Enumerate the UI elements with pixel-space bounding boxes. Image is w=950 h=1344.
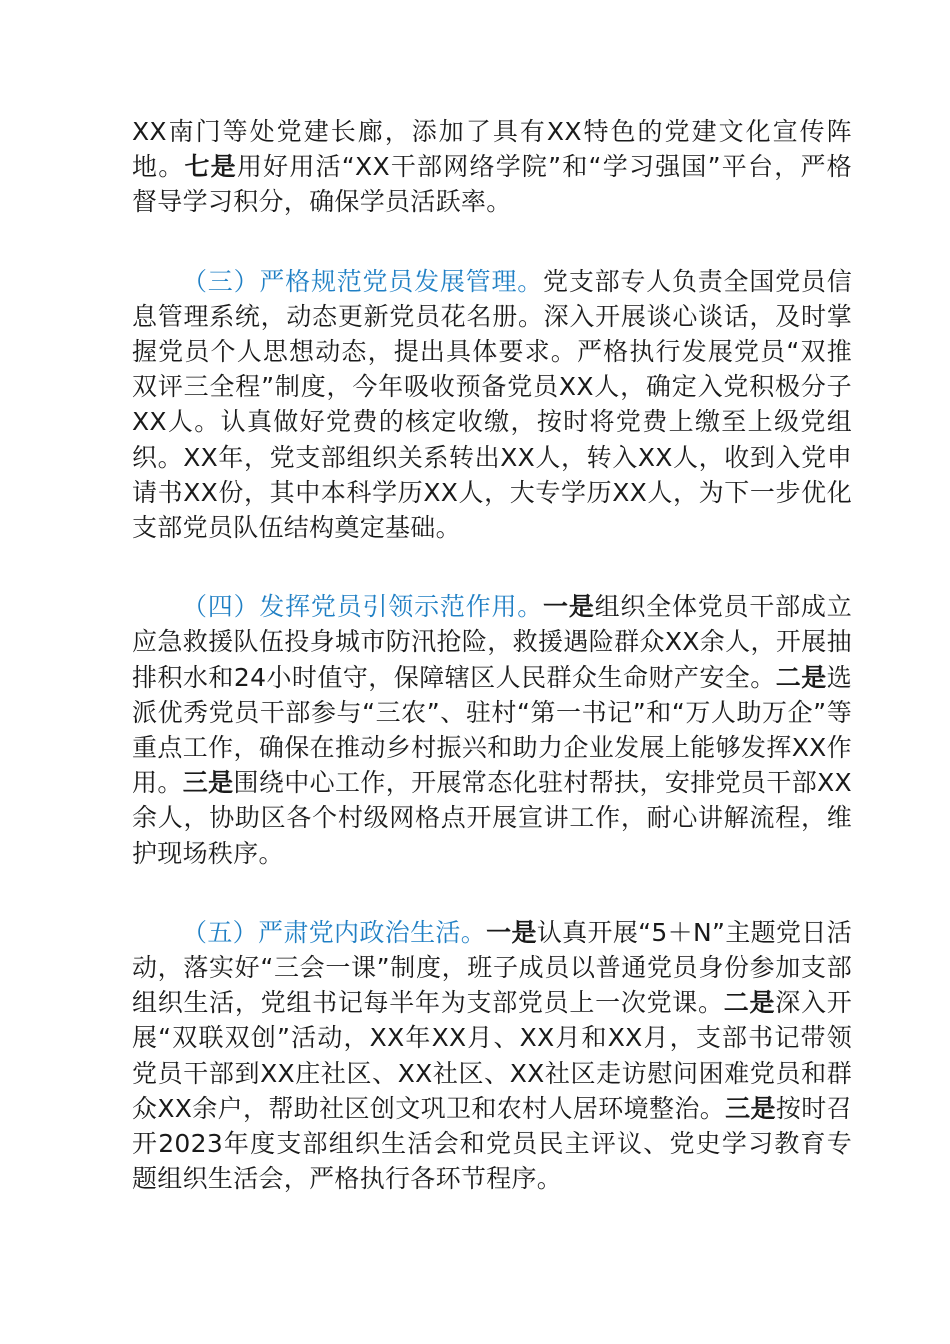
document-page (132, 114, 852, 1196)
paragraph-gap (132, 545, 852, 589)
bold-lead: 二是 (775, 662, 827, 692)
section-heading: （五）严肃党内政治生活。 (182, 917, 487, 947)
paragraph-text: XX南门等处党建长廊，添加了具有XX特色的党建文化宣传阵地。 (132, 117, 852, 182)
section-three-paragraph (132, 264, 852, 546)
section-heading: （三）严格规范党员发展管理。 (182, 266, 544, 296)
paragraph-text: 选派优秀党员干部参与“三农”、驻村“第一书记”和“万人助万企”等重点工作，确保在推动乡村振兴和助力企业发展上能够发挥XX作用。 (132, 662, 852, 798)
bold-lead: 三是 (725, 1093, 776, 1123)
bold-lead: 一是 (543, 592, 595, 622)
section-four-paragraph (132, 589, 852, 871)
bold-lead: 一是 (486, 917, 537, 947)
paragraph-text: 党支部专人负责全国党员信息管理系统，动态更新党员花名册。深入开展谈心谈话，及时掌握党员个人思想动态，提出具体要求。严格执行发展党员“双推双评三全程”制度，今年吸收预备党员XX人，确定入党积极分子XX人。认真做好党费的核定收缴，按时将党费上缴至上级党组织。XX年，党支部组织关系转出XX人，转入XX人，收到入党申请书XX份，其中本科学历XX人，大专学历XX人，为下一步优化支部党员队伍结构奠定基础。 (132, 266, 852, 543)
paragraph-continuation (132, 114, 852, 220)
bold-lead: 七是 (184, 152, 237, 182)
paragraph-text: 认真开展“5＋N”主题党日活动，落实好“三会一课”制度，班子成员以普通党员身份参加支部组织生活，党组书记每半年为支部党员上一次党课。 (132, 917, 852, 1018)
paragraph-gap (132, 871, 852, 915)
paragraph-text: 深入开展“双联双创”活动，XX年XX月、XX月和XX月，支部书记带领党员干部到XX庄社区、XX社区、XX社区走访慰问困难党员和群众XX余户，帮助社区创文巩卫和农村人居环境整治。 (132, 988, 852, 1123)
bold-lead: 三是 (182, 768, 234, 798)
paragraph-text: 按时召开2023年度支部组织生活会和党员民主评议、党史学习教育专题组织生活会，严格执行各环节程序。 (132, 1093, 852, 1194)
paragraph-text: 组织全体党员干部成立应急救援队伍投身城市防汛抢险，救援遇险群众XX余人，开展抽排积水和24小时值守，保障辖区人民群众生命财产安全。 (132, 592, 852, 692)
section-heading: （四）发挥党员引领示范作用。 (182, 592, 544, 622)
section-five-paragraph (132, 915, 852, 1197)
paragraph-text: 围绕中心工作，开展常态化驻村帮扶，安排党员干部XX余人，协助区各个村级网格点开展宣讲工作，耐心讲解流程，维护现场秩序。 (132, 768, 852, 868)
paragraph-text: 用好用活“XX干部网络学院”和“学习强国”平台，严格督导学习积分，确保学员活跃率。 (132, 152, 852, 217)
paragraph-gap (132, 220, 852, 264)
bold-lead: 二是 (723, 988, 776, 1018)
